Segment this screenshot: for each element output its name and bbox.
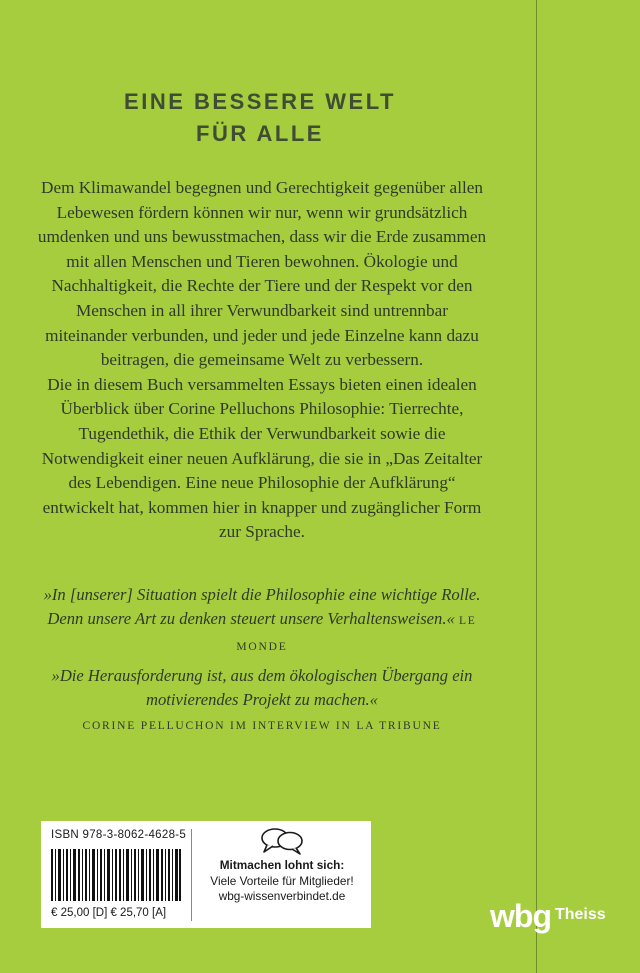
logo-wbg: wbg — [490, 898, 551, 934]
logo-theiss: Theiss — [554, 906, 606, 923]
press-quote-2 — [36, 664, 488, 738]
blurb — [36, 176, 488, 545]
price-label: € 25,00 [D] € 25,70 [A] — [51, 907, 167, 919]
back-cover-title — [60, 86, 460, 150]
promo-line-1: Viele Vorteile für Mitglieder! — [210, 873, 354, 888]
barcode-box — [41, 821, 371, 928]
quote-text: »Die Herausforderung ist, aus dem ökologischen Übergang ein motivierendes Projekt zu machen.« — [51, 666, 473, 709]
spine-fold-line — [536, 0, 537, 973]
quote-text: »In [unserer] Situation spielt die Philosophie eine wichtige Rolle. Denn unsere Art zu denken steuert unsere Verhaltensweisen.« — [43, 585, 481, 628]
quote-source: LE MONDE — [236, 615, 477, 653]
isbn-label: ISBN 978-3-8062-4628-5 — [51, 829, 187, 841]
title-line-2: FÜR ALLE — [196, 121, 324, 146]
speech-bubbles-icon — [259, 826, 305, 856]
barcode-divider — [191, 829, 192, 921]
quote-source: CORINE PELLUCHON IM INTERVIEW IN LA TRIBUNE — [82, 720, 442, 732]
blurb-paragraph-1: Dem Klimawandel begegnen und Gerechtigkeit gegenüber allen Lebewesen fördern können wir nur, wenn wir grundsätzlich umdenken und uns bewusstmachen, dass wir die Erde zusammen mit allen Menschen und Tieren bewohnen. Ökologie und Nachhaltigkeit, die Rechte der Tiere und der Respekt vor den Menschen in all ihrer Verwundbarkeit sind untrennbar miteinander verbunden, und jeder und jede Einzelne kann dazu beitragen, die gemeinsame Welt zu verbessern. — [37, 178, 487, 370]
barcode-image — [51, 849, 181, 901]
press-quote-1 — [36, 583, 488, 659]
blurb-paragraph-2: Die in diesem Buch versammelten Essays bieten einen idealen Überblick über Corine Pelluchons Philosophie: Tierrechte, Tugendethik, die Ethik der Verwundbarkeit sowie die Notwendigkeit einer neuen Aufklärung, die sie in „Das Zeitalter des Lebendigen. Eine neue Philosophie der Aufklärung“ entwickelt hat, kommen hier in knapper und zugänglicher Form zur Sprache. — [41, 374, 483, 542]
publisher-logo — [490, 898, 606, 935]
membership-promo — [196, 826, 368, 905]
promo-url: wbg-wissenverbindet.de — [218, 889, 346, 903]
promo-heading: Mitmachen lohnt sich: — [219, 858, 345, 872]
title-line-1: EINE BESSERE WELT — [124, 89, 396, 114]
